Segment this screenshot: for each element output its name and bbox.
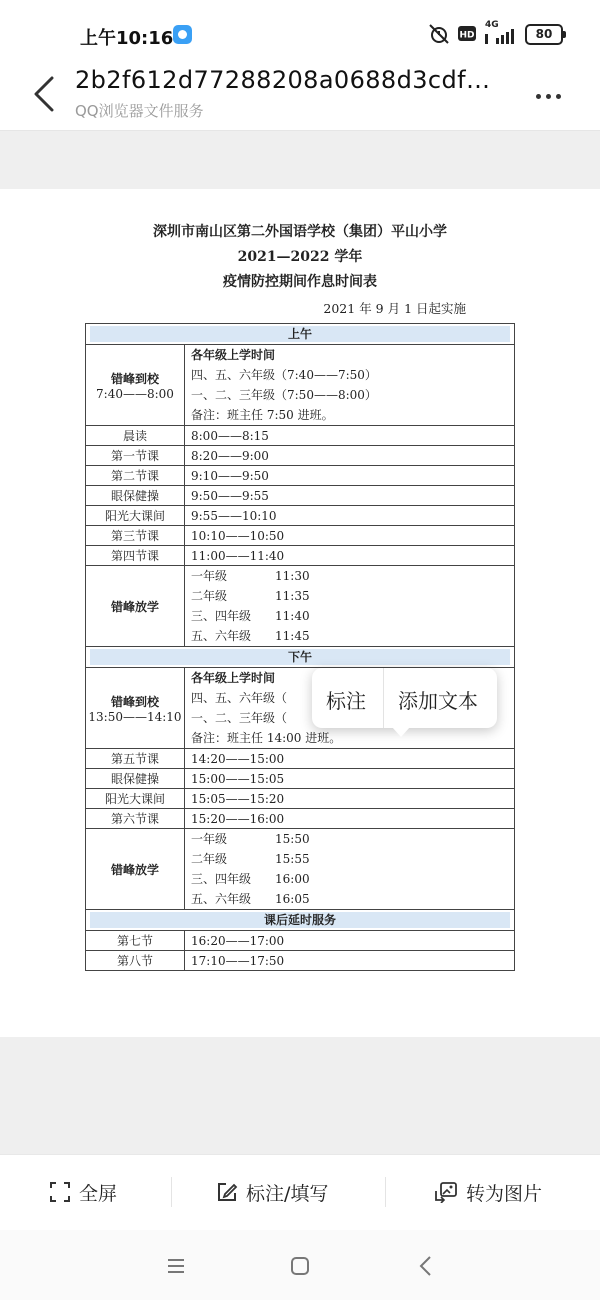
signal-icon xyxy=(485,28,517,44)
edit-icon xyxy=(216,1181,238,1203)
row-label: 第一节课 xyxy=(86,446,185,466)
section-after-school: 课后延时服务 xyxy=(90,912,510,928)
table-row xyxy=(86,829,515,910)
row-time: 9:10——9:50 xyxy=(185,466,515,486)
system-nav-bar xyxy=(0,1230,600,1300)
document-page xyxy=(0,189,600,1037)
row-time: 15:20——16:00 xyxy=(185,809,515,829)
morning-arrive-note: 备注：班主任 7:50 进班。 xyxy=(191,408,334,422)
afternoon-arrive-line: 四、五、六年级（ xyxy=(191,691,288,705)
title-bar xyxy=(0,66,600,131)
table-row xyxy=(86,749,515,769)
fullscreen-icon xyxy=(49,1181,71,1203)
hd-icon xyxy=(458,26,476,41)
row-time: 10:10——10:50 xyxy=(185,526,515,546)
table-row xyxy=(86,506,515,526)
table-row xyxy=(86,769,515,789)
row-label: 第五节课 xyxy=(86,749,185,769)
row-label: 第八节 xyxy=(86,951,185,971)
table-row xyxy=(86,466,515,486)
doc-title-year: 2021—2022 学年 xyxy=(237,249,363,265)
convert-to-image-label: 转为图片 xyxy=(466,1182,543,1205)
home-icon[interactable] xyxy=(288,1254,312,1278)
row-time: 9:55——10:10 xyxy=(185,506,515,526)
row-label: 第四节课 xyxy=(86,546,185,566)
afternoon-arrive-time: 13:50——14:10 xyxy=(88,709,182,724)
row-label: 阳光大课间 xyxy=(86,789,185,809)
file-subtitle: QQ浏览器文件服务 xyxy=(75,102,204,120)
doc-effective-date: 2021 年 9 月 1 日起实施 xyxy=(323,301,466,316)
dismiss-row: 一年级 15:50 xyxy=(191,832,310,846)
status-time: 上午10:16 xyxy=(80,28,174,49)
row-label: 第三节课 xyxy=(86,526,185,546)
convert-to-image-button[interactable] xyxy=(434,1177,542,1207)
schedule-table xyxy=(85,323,515,971)
table-row xyxy=(86,566,515,647)
row-time: 15:05——15:20 xyxy=(185,789,515,809)
afternoon-arrive-label: 错峰到校 xyxy=(110,694,159,709)
table-row xyxy=(86,446,515,466)
dismiss-row: 三、四年级 16:00 xyxy=(191,872,310,886)
afternoon-dismiss-label: 错峰放学 xyxy=(86,829,185,910)
popup-divider xyxy=(383,668,384,728)
fullscreen-button[interactable] xyxy=(49,1177,117,1207)
row-time: 11:00——11:40 xyxy=(185,546,515,566)
recent-apps-icon[interactable] xyxy=(164,1254,188,1278)
row-label: 眼保健操 xyxy=(86,769,185,789)
battery-level: 80 xyxy=(535,27,553,41)
battery-icon xyxy=(525,24,563,45)
network-type: 4G xyxy=(485,20,499,30)
table-row xyxy=(86,951,515,971)
row-time: 8:20——9:00 xyxy=(185,446,515,466)
add-text-menu-item[interactable]: 添加文本 xyxy=(398,689,478,713)
section-afternoon: 下午 xyxy=(90,649,510,665)
table-row xyxy=(86,931,515,951)
toolbar-divider xyxy=(171,1177,172,1207)
morning-arrive-line: 一、二、三年级（7:50——8:00） xyxy=(191,388,377,402)
dismiss-row: 五、六年级 16:05 xyxy=(191,892,310,906)
row-label: 晨读 xyxy=(86,426,185,446)
section-morning: 上午 xyxy=(90,326,510,342)
table-row xyxy=(86,426,515,446)
dismiss-row: 一年级 11:30 xyxy=(191,569,310,583)
toolbar-divider xyxy=(385,1177,386,1207)
bottom-toolbar xyxy=(0,1154,600,1231)
nav-back-icon[interactable] xyxy=(414,1254,438,1278)
morning-arrive-head: 各年级上学时间 xyxy=(191,348,276,362)
row-label: 第七节 xyxy=(86,931,185,951)
table-row xyxy=(86,789,515,809)
annotate-fill-label: 标注/填写 xyxy=(246,1182,329,1205)
qq-browser-notification-icon xyxy=(173,25,192,44)
row-time: 16:20——17:00 xyxy=(185,931,515,951)
row-time: 15:00——15:05 xyxy=(185,769,515,789)
table-row xyxy=(86,486,515,506)
doc-title-school: 深圳市南山区第二外国语学校（集团）平山小学 xyxy=(153,224,447,240)
svg-text:HD: HD xyxy=(459,30,475,41)
dismiss-row: 二年级 11:35 xyxy=(191,589,310,603)
annotate-fill-button[interactable] xyxy=(216,1177,328,1207)
row-time: 9:50——9:55 xyxy=(185,486,515,506)
afternoon-arrive-line: 一、二、三年级（ xyxy=(191,711,288,725)
back-arrow-icon[interactable] xyxy=(26,72,66,112)
dismiss-row: 五、六年级 11:45 xyxy=(191,629,310,643)
row-label: 第二节课 xyxy=(86,466,185,486)
morning-arrive-label: 错峰到校 xyxy=(110,371,159,386)
row-label: 阳光大课间 xyxy=(86,506,185,526)
text-context-popup xyxy=(312,668,497,728)
morning-dismiss-label: 错峰放学 xyxy=(86,566,185,647)
morning-arrive-line: 四、五、六年级（7:40——7:50） xyxy=(191,368,377,382)
doc-title-schedule: 疫情防控期间作息时间表 xyxy=(223,274,377,290)
status-bar xyxy=(0,0,600,66)
file-title: 2b2f612d77288208a0688d3cdf… xyxy=(75,66,491,94)
convert-image-icon xyxy=(434,1181,458,1203)
alarm-off-icon xyxy=(428,24,450,44)
row-time: 17:10——17:50 xyxy=(185,951,515,971)
annotate-menu-item[interactable]: 标注 xyxy=(326,689,366,713)
fullscreen-label: 全屏 xyxy=(79,1182,118,1205)
document-viewer[interactable] xyxy=(0,131,600,1154)
row-label: 眼保健操 xyxy=(86,486,185,506)
more-menu-icon[interactable] xyxy=(536,84,576,104)
table-row xyxy=(86,526,515,546)
dismiss-row: 三、四年级 11:40 xyxy=(191,609,310,623)
table-row xyxy=(86,546,515,566)
row-label: 第六节课 xyxy=(86,809,185,829)
row-time: 8:00——8:15 xyxy=(185,426,515,446)
dismiss-row: 二年级 15:55 xyxy=(191,852,310,866)
afternoon-arrive-head: 各年级上学时间 xyxy=(191,671,276,685)
afternoon-arrive-note: 备注：班主任 14:00 进班。 xyxy=(191,731,342,745)
row-time: 14:20——15:00 xyxy=(185,749,515,769)
table-row xyxy=(86,345,515,426)
table-row xyxy=(86,809,515,829)
morning-arrive-time: 7:40——8:00 xyxy=(96,386,174,401)
